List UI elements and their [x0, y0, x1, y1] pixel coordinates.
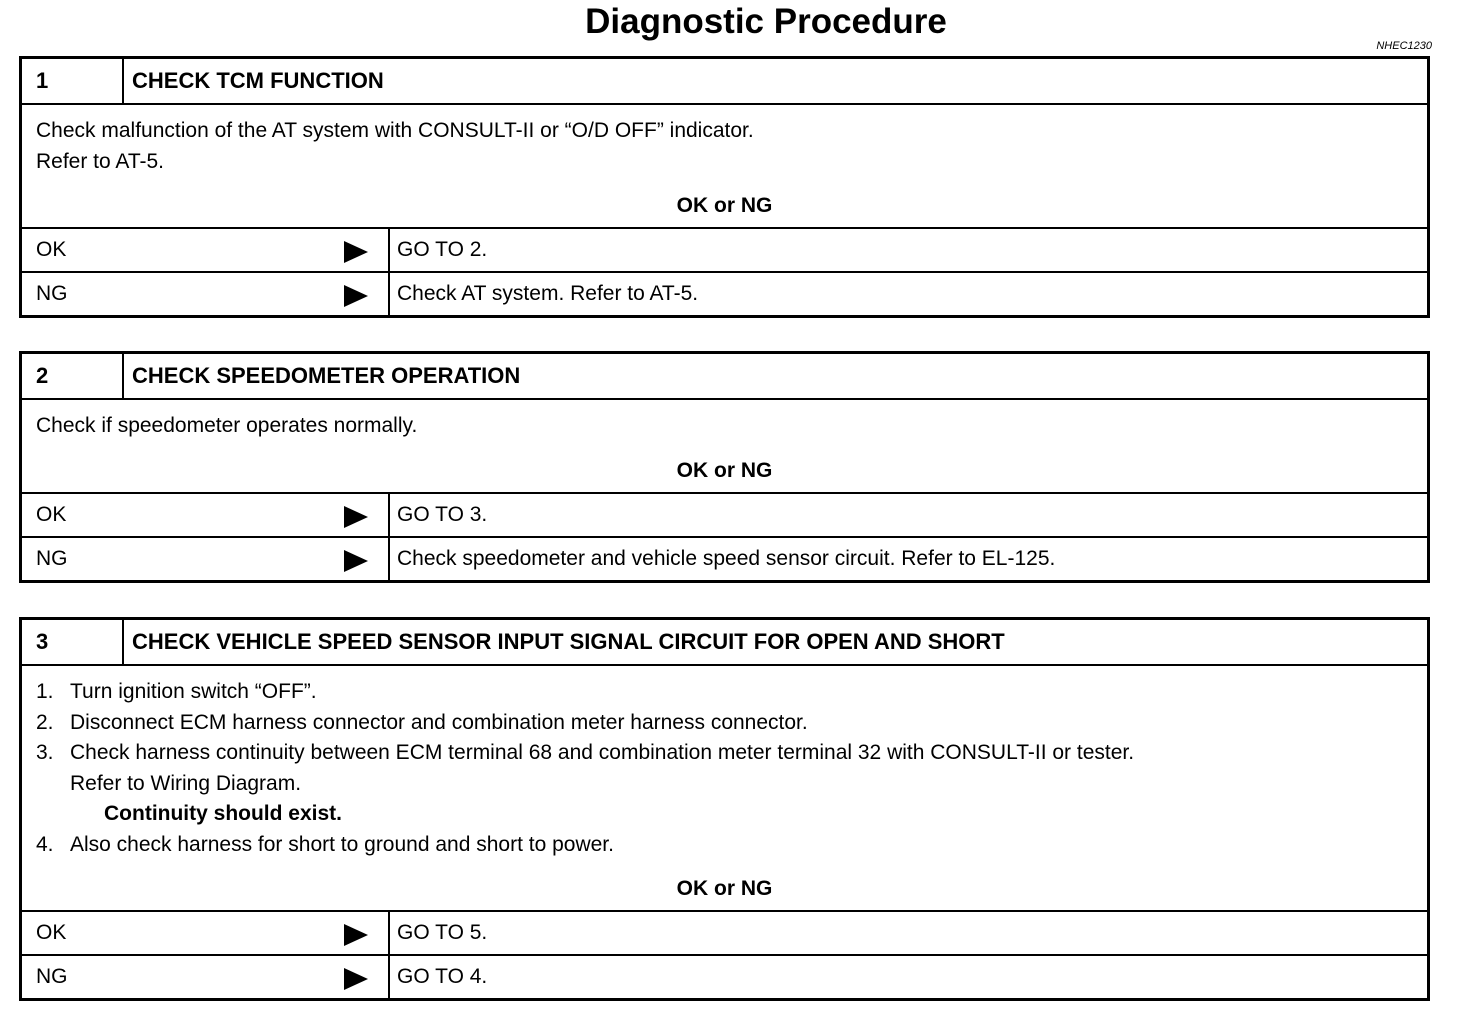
- right-triangle-arrow-icon: [344, 285, 368, 307]
- result-key: [22, 538, 390, 580]
- step-number: 2: [22, 354, 124, 398]
- list-item-number: 4.: [36, 832, 54, 856]
- result-action: GO TO 2.: [397, 238, 488, 261]
- body-line: Check if speedometer operates normally.: [36, 414, 418, 437]
- right-triangle-arrow-icon: [344, 924, 368, 946]
- result-action: Check AT system. Refer to AT-5.: [397, 282, 699, 305]
- list-item-number: 2.: [36, 710, 54, 734]
- list-item-text: Disconnect ECM harness connector and combination meter harness connector.: [70, 710, 808, 734]
- result-key-label: OK: [36, 238, 67, 261]
- document-code: NHEC1230: [1376, 40, 1432, 52]
- result-row-ng: [22, 538, 1427, 580]
- result-row-ng: [22, 956, 1427, 998]
- list-item-number: 3.: [36, 741, 54, 764]
- step-3-block: [19, 617, 1430, 1001]
- result-key-label: OK: [36, 921, 67, 944]
- step-header: [22, 620, 1427, 666]
- step-header: [22, 59, 1427, 105]
- list-item: [36, 677, 1413, 708]
- right-triangle-arrow-icon: [344, 968, 368, 990]
- step-number: 1: [22, 59, 124, 103]
- step-title: CHECK TCM FUNCTION: [132, 68, 384, 93]
- ok-ng-label: OK or NG: [676, 458, 773, 482]
- result-row-ok: [22, 494, 1427, 538]
- step-body: [22, 105, 1427, 229]
- result-key: [22, 912, 390, 954]
- page-title: Diagnostic Procedure: [585, 2, 947, 41]
- ok-ng-label: OK or NG: [676, 194, 773, 217]
- body-line: Refer to AT-5.: [36, 149, 164, 173]
- result-action: GO TO 5.: [397, 921, 488, 944]
- result-key: [22, 273, 390, 315]
- result-action: GO TO 4.: [397, 965, 488, 988]
- step-list: [36, 677, 1413, 860]
- list-item: [36, 738, 1413, 830]
- result-key-label: NG: [36, 546, 68, 570]
- step-title: CHECK SPEEDOMETER OPERATION: [132, 363, 521, 388]
- step-title: CHECK VEHICLE SPEED SENSOR INPUT SIGNAL CIRCUIT FOR OPEN AND SHORT: [132, 629, 1005, 654]
- list-item-text: Also check harness for short to ground and short to power.: [70, 832, 614, 856]
- result-key-label: OK: [36, 502, 67, 526]
- body-line: Check malfunction of the AT system with CONSULT-II or “O/D OFF” indicator.: [36, 119, 754, 142]
- ok-ng-label: OK or NG: [676, 877, 773, 900]
- step-2-block: [19, 351, 1430, 583]
- right-triangle-arrow-icon: [344, 506, 368, 528]
- list-item-text: Check harness continuity between ECM terminal 68 and combination meter terminal 32 with CONSULT-II or tester.: [70, 741, 1135, 764]
- result-action: Check speedometer and vehicle speed sensor circuit. Refer to EL-125.: [397, 546, 1056, 570]
- result-action: GO TO 3.: [397, 502, 488, 526]
- result-key-label: NG: [36, 282, 68, 305]
- list-item: [36, 708, 1413, 739]
- step-body: [22, 400, 1427, 494]
- result-key: [22, 229, 390, 271]
- step-body: [22, 666, 1427, 912]
- list-item-text-continued: Refer to Wiring Diagram.: [70, 771, 302, 795]
- step-header: [22, 354, 1427, 400]
- spec-requirement: Continuity should exist.: [104, 802, 343, 825]
- step-number: 3: [22, 620, 124, 664]
- list-item-text: Turn ignition switch “OFF”.: [70, 680, 317, 703]
- result-key-label: NG: [36, 965, 68, 988]
- list-item: [36, 830, 1413, 861]
- step-1-block: [19, 56, 1430, 318]
- result-row-ok: [22, 229, 1427, 273]
- result-key: [22, 956, 390, 998]
- list-item-number: 1.: [36, 680, 54, 703]
- result-row-ok: [22, 912, 1427, 956]
- right-triangle-arrow-icon: [344, 550, 368, 572]
- right-triangle-arrow-icon: [344, 241, 368, 263]
- result-row-ng: [22, 273, 1427, 315]
- result-key: [22, 494, 390, 536]
